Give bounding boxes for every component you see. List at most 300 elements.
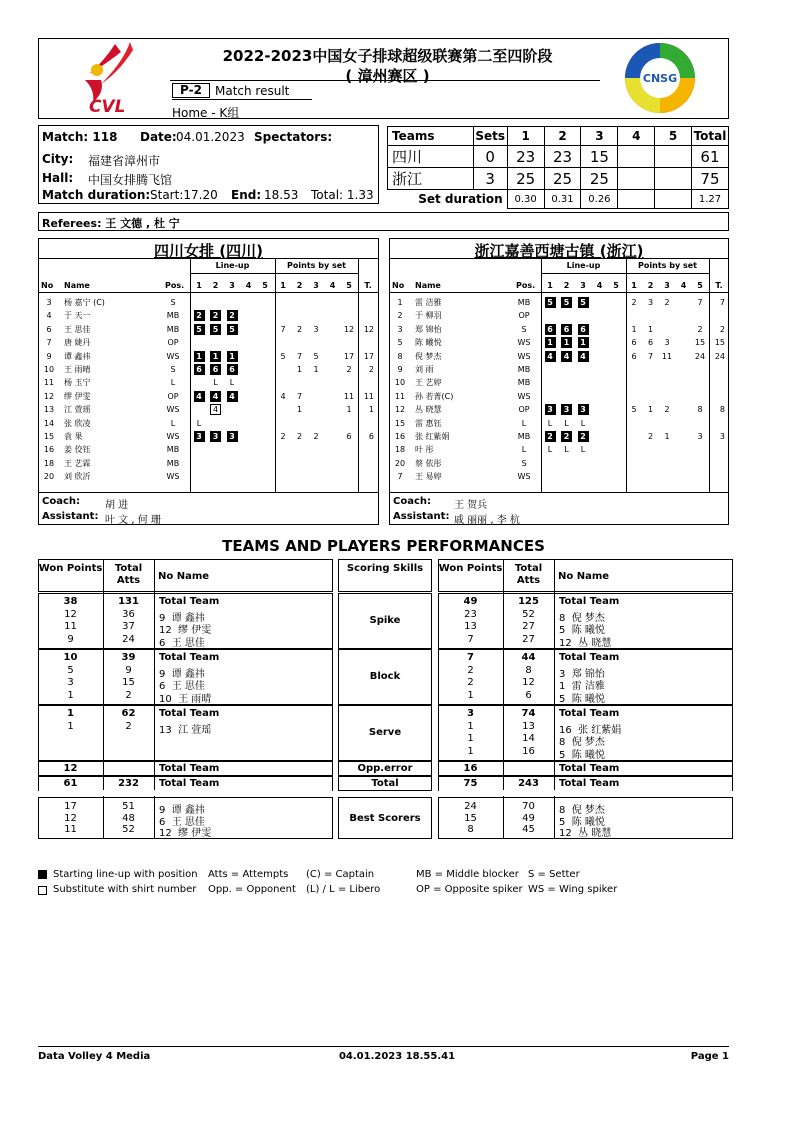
- points-set-header: 5: [697, 281, 703, 290]
- player-name: Total Team: [559, 778, 620, 789]
- lineup-position: 2: [545, 431, 556, 442]
- roster-vline: [541, 258, 542, 492]
- points-cell: [327, 376, 339, 389]
- won-points: 8: [467, 824, 474, 835]
- won-points: 16: [463, 763, 478, 774]
- player-number: 15: [43, 432, 55, 441]
- sets-won: 3: [473, 168, 507, 190]
- result-row-away: [388, 168, 729, 190]
- points-total: [709, 457, 725, 470]
- libero-mark: L: [547, 418, 553, 428]
- legend-filled-square: [38, 870, 47, 879]
- points-cell: [661, 323, 673, 336]
- lineup-cell: [210, 390, 222, 403]
- col-pos: Pos.: [165, 281, 185, 290]
- lineup-cell: [193, 323, 205, 336]
- won-points: 7: [467, 633, 474, 645]
- points-cell: [343, 470, 355, 483]
- points-set-header: 4: [329, 281, 336, 290]
- player-name: 3 郑 锦怡: [559, 668, 605, 680]
- player-name: 8 倪 梦杰: [559, 737, 605, 748]
- lineup-cell: [561, 323, 573, 336]
- lineup-cell: [193, 417, 205, 430]
- col-pos: Pos.: [516, 281, 536, 290]
- total-atts: 8: [525, 664, 532, 676]
- player-name: 10 王 雨晴: [159, 693, 212, 705]
- team-b-coach: 王 贺兵: [454, 500, 488, 511]
- hall-label: Hall:: [42, 171, 74, 185]
- points-total: [358, 376, 374, 389]
- gap-cover: [439, 790, 732, 796]
- points-total: [358, 309, 374, 322]
- lineup-cell: [561, 336, 573, 349]
- points-cell: [694, 470, 706, 483]
- player-name: 谭 鑫祎: [64, 351, 91, 361]
- lineup-cell: [561, 443, 573, 456]
- points-cell: [694, 363, 706, 376]
- set-duration: 0.30: [507, 190, 544, 209]
- points-cell: [294, 457, 306, 470]
- points-cell: 6: [631, 351, 637, 361]
- player-position: MB: [517, 298, 531, 307]
- col-set-2: 2: [544, 127, 581, 146]
- player-name: 5 陈 曦悦: [559, 693, 605, 705]
- lineup-header: Line-up: [566, 261, 601, 270]
- total-atts: 243: [518, 778, 539, 789]
- points-cell: [310, 403, 322, 416]
- player-name: 8 倪 梦杰: [559, 805, 605, 816]
- lineup-cell: [210, 403, 222, 416]
- points-cell: 5: [631, 405, 637, 415]
- points-cell: 7: [296, 351, 303, 361]
- points-total: 17: [363, 351, 374, 361]
- points-cell: [678, 390, 690, 403]
- lineup-set-header: 4: [245, 281, 252, 290]
- points-cell: 1: [647, 405, 654, 415]
- lineup-position: 3: [561, 404, 572, 415]
- lineup-position: 4: [561, 351, 572, 362]
- libero-mark: L: [229, 378, 235, 388]
- points-total: 2: [719, 324, 725, 334]
- lineup-position: 2: [210, 310, 221, 321]
- lineup-set-header: 5: [613, 281, 619, 290]
- total-atts: 125: [518, 596, 539, 607]
- player-number: 20: [43, 472, 55, 482]
- player-position: L: [521, 418, 527, 428]
- player-position: MB: [166, 311, 180, 321]
- player-name: 丛 晓慧: [415, 405, 442, 415]
- start-time: Start:17.20: [150, 188, 218, 202]
- total-atts-header: Total Atts: [114, 563, 143, 586]
- points-cell: [678, 363, 690, 376]
- points-cell: 1: [346, 405, 352, 415]
- team-b-coach-label: Coach:: [393, 496, 432, 507]
- won-points: 1: [467, 733, 474, 744]
- total-atts: 2: [125, 689, 132, 701]
- best-scorers-label: Best Scorers: [349, 813, 421, 824]
- points-cell: [327, 296, 339, 309]
- player-position: WS: [517, 351, 531, 361]
- svg-text:CVL: CVL: [89, 97, 126, 116]
- player-name: 王 艺霖: [64, 458, 91, 468]
- points-cell: [628, 443, 640, 456]
- player-number: 6: [46, 324, 52, 334]
- points-cell: [277, 296, 289, 309]
- points-cell: [327, 430, 339, 443]
- lineup-position: 6: [578, 324, 589, 335]
- player-name: [159, 733, 162, 744]
- player-number: 11: [394, 391, 406, 401]
- set-score: [618, 168, 655, 190]
- total-atts: 2: [125, 720, 132, 732]
- points-total: [709, 470, 725, 483]
- points-total: [358, 417, 374, 430]
- lineup-cell: [226, 323, 238, 336]
- points-cell: [694, 376, 706, 389]
- player-name: 6 王 思佳: [159, 637, 205, 649]
- total-atts: 37: [122, 621, 135, 632]
- set-duration: [655, 190, 692, 209]
- player-position: WS: [166, 351, 180, 361]
- lineup-position: 1: [227, 351, 238, 362]
- lineup-position: 3: [194, 431, 205, 442]
- lineup-cell: [193, 363, 205, 376]
- lineup-cell: [544, 350, 556, 363]
- points-cell: [310, 376, 322, 389]
- points-total: [709, 309, 725, 322]
- player-position: MB: [166, 458, 180, 468]
- lineup-position: 6: [210, 364, 221, 375]
- points-cell: [277, 403, 289, 416]
- player-name: 陈 曦悦: [415, 338, 442, 348]
- player-name: Total Team: [159, 652, 220, 663]
- player-name: [159, 746, 162, 757]
- points-cell: 3: [313, 324, 319, 334]
- points-cell: [327, 417, 339, 430]
- lineup-cell: [561, 403, 573, 416]
- points-cell: [678, 457, 690, 470]
- points-cell: [343, 443, 355, 456]
- player-position: WS: [166, 432, 180, 441]
- points-total: [709, 443, 725, 456]
- lineup-cell: [193, 309, 205, 322]
- player-name: 张 欣凌: [64, 418, 91, 428]
- points-cell: [343, 417, 355, 430]
- total-atts: 52: [122, 824, 135, 835]
- player-name: 张 红紫娟: [415, 432, 450, 441]
- points-cell: [645, 457, 657, 470]
- won-points: 15: [464, 812, 477, 824]
- total-atts: 52: [522, 608, 535, 620]
- col-t: T.: [715, 281, 723, 290]
- lineup-position: 4: [545, 351, 556, 362]
- won-points: 3: [467, 708, 474, 719]
- total-score: 75: [691, 168, 728, 190]
- points-cell: [327, 470, 339, 483]
- points-cell: 15: [694, 338, 706, 348]
- lineup-cell: [544, 417, 556, 430]
- lineup-position: 1: [561, 337, 572, 348]
- player-name: 倪 梦杰: [415, 351, 442, 361]
- points-cell: [343, 336, 355, 349]
- total-atts: 74: [521, 708, 536, 719]
- player-name: 杨 玉宁: [64, 378, 91, 388]
- points-cell: 17: [343, 351, 355, 361]
- lineup-cell: [210, 430, 222, 443]
- player-position: MB: [166, 445, 180, 455]
- lineup-cell: [561, 417, 573, 430]
- points-cell: [327, 336, 339, 349]
- end-label: End:: [231, 188, 262, 202]
- legend-libero: (L) / L = Libero: [306, 884, 381, 895]
- points-cell: [645, 376, 657, 389]
- player-name: 王 思佳: [64, 324, 91, 334]
- points-cell: [310, 390, 322, 403]
- total-score: 61: [691, 146, 728, 168]
- lineup-set-header: 2: [563, 281, 570, 290]
- legend-captain: (C) = Captain: [306, 869, 375, 880]
- player-number: 13: [43, 405, 55, 415]
- lineup-position: 4: [578, 351, 589, 362]
- points-cell: [327, 363, 339, 376]
- player-number: 14: [43, 418, 55, 428]
- points-cell: 1: [296, 405, 303, 415]
- player-name: 5 陈 曦悦: [559, 816, 605, 828]
- won-points: 5: [67, 664, 74, 676]
- player-number: 9: [397, 365, 403, 374]
- lineup-position: 6: [545, 324, 556, 335]
- total-atts: 45: [522, 824, 535, 835]
- lineup-position: 6: [561, 324, 572, 335]
- points-cell: 2: [631, 298, 637, 307]
- lineup-position: 5: [210, 324, 221, 335]
- lineup-position: 2: [194, 310, 205, 321]
- points-total: [358, 336, 374, 349]
- lineup-cell: [577, 350, 589, 363]
- col-no: No: [392, 281, 405, 290]
- points-total: [709, 376, 725, 389]
- player-name: 16 张 红紫娟: [559, 724, 622, 736]
- player-name: 姜 佼钰: [64, 445, 91, 455]
- referees: Referees: 王 文德 , 杜 宁: [42, 217, 180, 230]
- player-name: 袁 果: [64, 432, 83, 441]
- points-cell: [277, 470, 289, 483]
- lineup-cell: [577, 323, 589, 336]
- header-line: [38, 292, 379, 293]
- points-cell: 1: [296, 365, 303, 374]
- match-number: Match: 118: [42, 130, 118, 144]
- points-cell: [343, 296, 355, 309]
- won-points: 1: [467, 720, 474, 732]
- points-total: [709, 390, 725, 403]
- lineup-cell: [226, 390, 238, 403]
- lineup-cell: [577, 336, 589, 349]
- won-points-header: Won Points: [438, 563, 503, 574]
- total-duration: 1.27: [691, 190, 728, 209]
- player-name: 6 王 思佳: [159, 816, 205, 828]
- points-cell: 6: [346, 432, 352, 441]
- player-number: 18: [394, 445, 406, 455]
- col-no: No: [41, 281, 54, 290]
- points-cell: [628, 430, 640, 443]
- footer-left: Data Volley 4 Media: [38, 1051, 151, 1062]
- points-cell: 7: [280, 324, 286, 334]
- won-points: 12: [63, 763, 78, 774]
- points-cell: [661, 363, 673, 376]
- team-name: 四川: [388, 146, 474, 168]
- set-score: 23: [544, 146, 581, 168]
- set-duration: 0.31: [544, 190, 581, 209]
- lineup-position: 1: [545, 337, 556, 348]
- player-name: 缪 伊雯: [64, 391, 91, 401]
- points-cell: 1: [647, 324, 654, 334]
- points-cell: [661, 417, 673, 430]
- points-cell: [678, 403, 690, 416]
- lineup-cell: [210, 363, 222, 376]
- lineup-cell: [210, 376, 222, 389]
- lineup-cell: [577, 430, 589, 443]
- points-cell: 3: [697, 432, 703, 441]
- points-cell: [628, 457, 640, 470]
- points-cell: [661, 390, 673, 403]
- roster-vline: [275, 258, 276, 492]
- player-number: 10: [394, 378, 406, 388]
- col-set-5: 5: [655, 127, 692, 146]
- points-cell: 2: [280, 432, 286, 441]
- player-name: 唐 婕丹: [64, 338, 91, 348]
- player-name: 12 丛 晓慧: [559, 828, 612, 839]
- player-number: 16: [394, 432, 406, 441]
- points-cell: [327, 457, 339, 470]
- total-atts: 62: [121, 708, 136, 719]
- opp_error-label: Opp.error: [357, 763, 413, 774]
- won-points-header: Won Points: [38, 563, 103, 574]
- points-cell: 2: [664, 298, 670, 307]
- player-number: 3: [46, 298, 52, 307]
- points-total: 2: [368, 365, 374, 374]
- libero-mark: L: [580, 418, 586, 428]
- won-points: 49: [463, 596, 478, 607]
- total-atts: 12: [522, 677, 535, 688]
- footer-center: 04.01.2023 18.55.41: [338, 1051, 456, 1062]
- lineup-cell: [544, 443, 556, 456]
- lineup-position: 1: [210, 351, 221, 362]
- points-cell: [678, 309, 690, 322]
- won-points: 13: [464, 621, 477, 632]
- won-points: 2: [467, 664, 474, 676]
- footer-line: [38, 1046, 729, 1047]
- points-cell: [678, 323, 690, 336]
- player-name: 雷 洁雅: [415, 298, 442, 307]
- points-cell: [678, 470, 690, 483]
- points-cell: 1: [313, 365, 319, 374]
- lineup-position: 2: [561, 431, 572, 442]
- team-b-coach-line: [389, 492, 729, 493]
- total-atts: 24: [122, 633, 135, 645]
- team-a-name: 四川女排 (四川): [154, 242, 263, 260]
- points-cell: [628, 390, 640, 403]
- hall-value: 中国女排腾飞馆: [88, 173, 173, 187]
- player-name: 5 陈 曦悦: [559, 749, 605, 761]
- points-cell: [628, 309, 640, 322]
- points-cell: [678, 376, 690, 389]
- player-name: Total Team: [559, 596, 620, 607]
- lineup-set-header: 1: [196, 281, 202, 290]
- result-row-home: [388, 146, 729, 168]
- lineup-cell: [226, 309, 238, 322]
- points-cell: [694, 309, 706, 322]
- points-cell: [310, 443, 322, 456]
- lineup-cell: [577, 443, 589, 456]
- points-cell: [310, 309, 322, 322]
- points-cell: 3: [664, 338, 670, 348]
- player-position: S: [170, 298, 176, 307]
- points-cell: [645, 417, 657, 430]
- points-total: [358, 457, 374, 470]
- libero-mark: L: [564, 418, 569, 428]
- points-cell: [645, 470, 657, 483]
- lineup-position: 3: [545, 404, 556, 415]
- won-points: 17: [64, 801, 77, 812]
- lineup-position: 5: [561, 297, 572, 308]
- duration-label: Match duration:: [42, 188, 151, 202]
- total-atts: 70: [522, 801, 535, 812]
- won-points: 75: [463, 778, 478, 789]
- team-a-coach-line: [38, 492, 379, 493]
- player-number: 10: [43, 365, 55, 374]
- team-name: 浙江: [388, 168, 474, 190]
- team-a-assistant-label: Assistant:: [42, 511, 99, 522]
- col-set-4: 4: [618, 127, 655, 146]
- roster-vline: [190, 258, 191, 492]
- player-name: 刘 雨: [415, 365, 434, 374]
- points-total: 24: [714, 351, 725, 361]
- lineup-position: 3: [210, 431, 221, 442]
- points-cell: [294, 336, 306, 349]
- player-name: 8 倪 梦杰: [559, 612, 605, 624]
- points-cell: [678, 336, 690, 349]
- lineup-position: 5: [578, 297, 589, 308]
- player-position: OP: [167, 338, 179, 348]
- points-cell: [343, 457, 355, 470]
- points-cell: [294, 376, 306, 389]
- total-atts: 15: [122, 677, 135, 688]
- points-set-header: 2: [647, 281, 654, 290]
- lineup-header: Line-up: [215, 261, 250, 270]
- player-number: 7: [397, 472, 403, 482]
- libero-mark: L: [580, 445, 586, 455]
- col-set-3: 3: [581, 127, 618, 146]
- subheader-line: [190, 273, 358, 274]
- col-teams: Teams: [388, 127, 474, 146]
- points-cell: [277, 376, 289, 389]
- won-points: 1: [67, 708, 74, 719]
- points-cell: 6: [631, 338, 637, 348]
- lineup-position: 5: [227, 324, 238, 335]
- points-cell: [343, 309, 355, 322]
- team-b-divider: [389, 258, 729, 259]
- points-total: [358, 296, 374, 309]
- lineup-cell: [544, 336, 556, 349]
- player-name: 杨 嘉宁 (C): [64, 298, 105, 307]
- lineup-cell: [210, 309, 222, 322]
- points-cell: [694, 443, 706, 456]
- player-name: 叶 彤: [415, 445, 434, 455]
- set-score: [618, 146, 655, 168]
- city-label: City:: [42, 152, 74, 166]
- player-position: OP: [167, 391, 179, 401]
- set-duration: [618, 190, 655, 209]
